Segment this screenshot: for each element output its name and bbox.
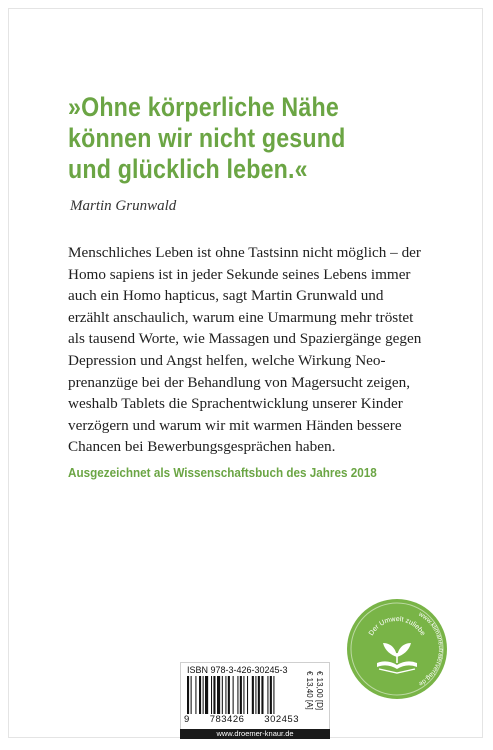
quote-line: »Ohne körperliche Nähe bbox=[68, 92, 339, 122]
blurb-line: prenanzüge bei der Behandlung von Magersucht zeigen, bbox=[68, 373, 411, 391]
price-germany: € 13,00 [D] bbox=[315, 671, 324, 711]
eco-badge-top-text: Der Umwelt zuliebe bbox=[367, 615, 427, 638]
blurb-line: Depression und Angst helfen, welche Wirkung Neo- bbox=[68, 351, 386, 369]
publisher-url: www.droemer-knaur.de bbox=[180, 729, 330, 739]
eco-badge-graphic bbox=[347, 599, 447, 699]
barcode-icon bbox=[187, 676, 302, 716]
blurb-line: erzählt anschaulich, warum eine Umarmung mehr tröstet bbox=[68, 308, 414, 326]
barcode-digit-group: 9 bbox=[184, 714, 190, 725]
isbn-label: ISBN 978-3-426-30245-3 bbox=[187, 665, 288, 675]
barcode-digit-group: 302453 bbox=[264, 714, 299, 725]
blurb-line: Homo sapiens ist in jeder Sekunde seines Lebens immer bbox=[68, 265, 411, 283]
blurb-line: weshalb Tablets die Sprachentwicklung unserer Kinder bbox=[68, 395, 403, 413]
barcode-digit-group: 783426 bbox=[209, 714, 245, 725]
blurb-line: Menschliches Leben ist ohne Tastsinn nicht möglich – der bbox=[68, 244, 421, 261]
book-plant-icon bbox=[377, 643, 417, 673]
barcode-digits bbox=[184, 714, 299, 725]
eco-badge bbox=[347, 599, 447, 699]
quote-line: und glücklich leben.« bbox=[68, 154, 308, 184]
blurb-line: verzögern und warum wir mit warmen Händen bessere bbox=[68, 416, 402, 434]
quote-line: können wir nicht gesund bbox=[68, 123, 346, 153]
price-austria: € 13,40 [A] bbox=[305, 671, 314, 710]
quote-author: Martin Grunwald bbox=[70, 198, 177, 214]
blurb-line: Chancen bei Bewerbungsgesprächen haben. bbox=[68, 438, 336, 456]
award-line: Ausgezeichnet als Wissenschaftsbuch des Jahres 2018 bbox=[68, 465, 377, 480]
eco-badge-url: www.klimaneutralerverlag.de bbox=[417, 610, 445, 688]
barcode-panel bbox=[180, 662, 330, 737]
blurb-text bbox=[68, 242, 448, 458]
blurb-line: auch ein Homo hapticus, sagt Martin Grunwald und bbox=[68, 287, 384, 305]
pull-quote bbox=[68, 92, 412, 185]
blurb-line: als tausend Worte, wie Massagen und Spaziergänge gegen bbox=[68, 330, 422, 348]
